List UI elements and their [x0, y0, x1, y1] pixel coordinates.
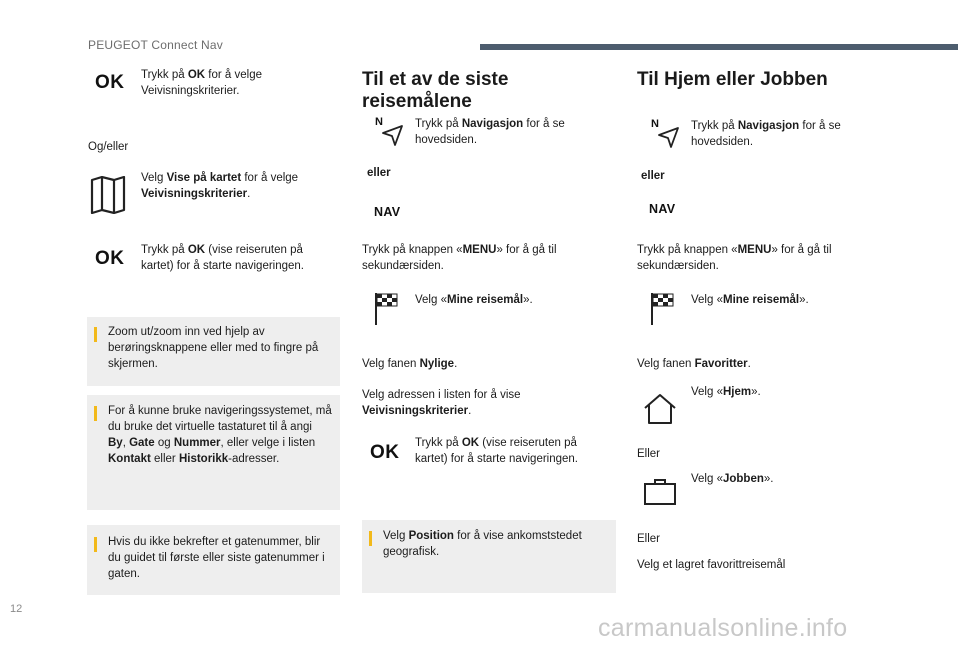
col2-step1: Trykk på Navigasjon for å se hovedsiden. [415, 118, 565, 146]
section-title: Til Hjem eller Jobben [637, 69, 828, 90]
col3-tab: Velg fanen Favoritter. [637, 358, 751, 370]
note-box [362, 520, 616, 593]
nav-icon: NAV [374, 205, 401, 219]
home-icon [643, 393, 677, 425]
nav-arrow-icon [657, 125, 681, 149]
col3-or: eller [641, 170, 665, 182]
col1-step3: Trykk på OK (vise reiseruten på kartet) for å starte navigeringen. [141, 244, 304, 272]
col3-home: Velg «Hjem». [691, 386, 761, 398]
col3-mine: Velg «Mine reisemål». [691, 294, 809, 306]
note-accent [94, 537, 97, 552]
page-number: 12 [10, 603, 23, 615]
col3-menu: Trykk på knappen «MENU» for å gå til sekundærsiden. [637, 244, 832, 272]
col3-step1: Trykk på Navigasjon for å se hovedsiden. [691, 120, 841, 148]
note-text: For å kunne bruke navigeringssystemet, må du bruke det virtuelle tastaturet til å angi By, Gate og Nummer, eller velge i listen Kontakt eller Historikk-adresser. [108, 405, 332, 465]
checkered-flag-icon [374, 292, 400, 326]
note-accent [94, 327, 97, 342]
n-letter: N [375, 116, 383, 128]
note-text: Velg Position for å vise ankomststedet geografisk. [383, 530, 582, 558]
col2-tab: Velg fanen Nylige. [362, 358, 458, 370]
col2-menu: Trykk på knappen «MENU» for å gå til sekundærsiden. [362, 244, 557, 272]
col2-mine: Velg «Mine reisemål». [415, 294, 533, 306]
note-box [87, 395, 340, 510]
ok-icon: OK [370, 442, 400, 463]
briefcase-icon [643, 478, 677, 506]
col3-work: Velg «Jobben». [691, 473, 774, 485]
n-letter: N [651, 118, 659, 130]
map-fold-icon [90, 176, 126, 214]
nav-arrow-icon [381, 123, 405, 147]
col1-step1: Trykk på OK for å velge Veivisningskriterier. [141, 69, 263, 97]
nav-icon: NAV [649, 202, 676, 216]
col1-step2: Velg Vise på kartet for å velge Veivisningskriterier. [141, 172, 299, 200]
col3-eller2: Eller [637, 533, 661, 545]
col2-or: eller [367, 167, 391, 179]
note-text: Zoom ut/zoom inn ved hjelp av berøringsknappene eller med to fingre på skjermen. [108, 326, 319, 370]
ok-icon: OK [95, 72, 125, 93]
checkered-flag-icon [650, 292, 676, 326]
header-title: PEUGEOT Connect Nav [88, 38, 223, 52]
col1-or: Og/eller [88, 141, 129, 153]
col2-addr: Velg adressen i listen for å vise Veivisningskriterier. [362, 389, 521, 417]
col3-last: Velg et lagret favorittreisemål [637, 559, 786, 571]
header-bar [480, 44, 958, 50]
note-text: Hvis du ikke bekrefter et gatenummer, blir du guidet til første eller siste gatenummer i gaten. [108, 536, 325, 580]
ok-icon: OK [95, 248, 125, 269]
watermark: carmanualsonline.info [598, 614, 848, 642]
note-box [87, 317, 340, 386]
note-accent [369, 531, 372, 546]
note-accent [94, 406, 97, 421]
section-title: Til et av de siste reisemålene [362, 69, 509, 112]
col2-ok: Trykk på OK (vise reiseruten på kartet) for å starte navigeringen. [415, 437, 578, 465]
note-box [87, 525, 340, 595]
col3-eller1: Eller [637, 448, 661, 460]
